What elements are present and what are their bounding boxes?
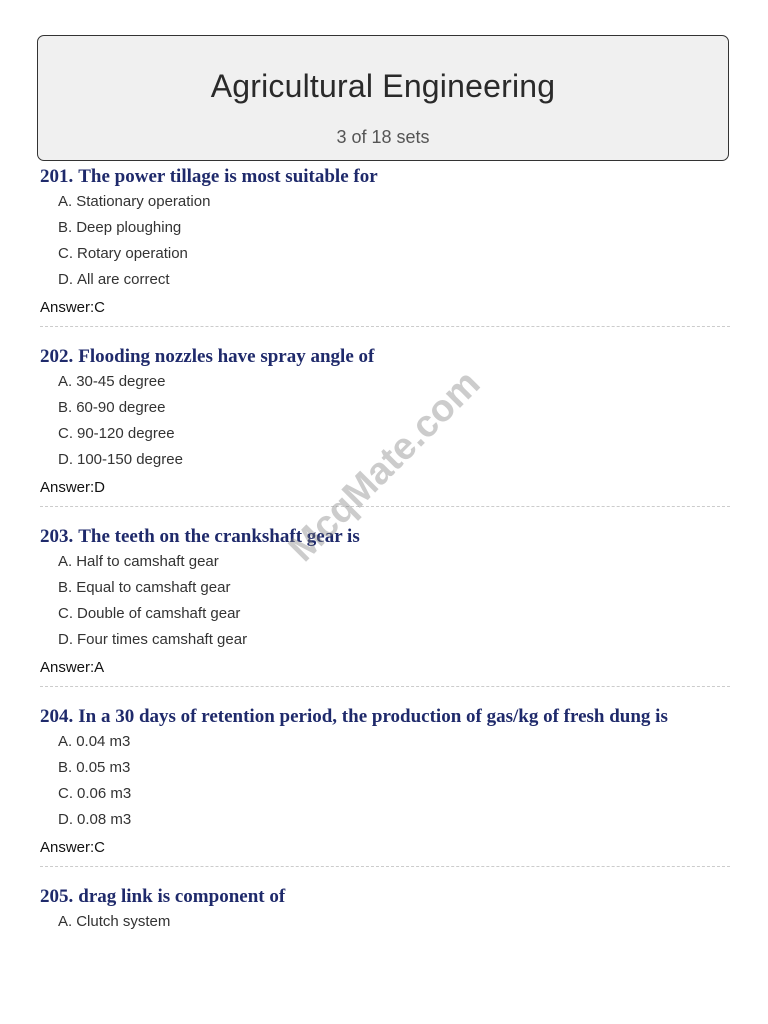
option-letter: C. (58, 785, 73, 802)
question-number: 203. (40, 526, 74, 547)
question-stem: drag link is component of (78, 886, 286, 907)
question-number: 204. (40, 706, 74, 727)
option-text: Half to camshaft gear (76, 553, 219, 570)
option-d (58, 450, 183, 470)
set-counter: 3 of 18 sets (336, 127, 430, 147)
option-c (58, 424, 175, 444)
question-stem: The teeth on the crankshaft gear is (78, 526, 360, 547)
option-text: 0.08 m3 (77, 811, 132, 828)
option-letter: A. (58, 193, 73, 210)
question-203 (40, 525, 730, 705)
option-c (58, 784, 131, 804)
answer-label: Answer:A (40, 659, 105, 676)
question-205 (40, 885, 730, 1024)
question-text (40, 345, 374, 369)
option-d (58, 630, 247, 650)
option-letter: D. (58, 451, 73, 468)
question-number: 201. (40, 166, 74, 187)
option-a (58, 732, 130, 752)
option-text: Stationary operation (76, 193, 211, 210)
answer-label: Answer:C (40, 839, 106, 856)
option-text: Deep ploughing (76, 219, 182, 236)
question-stem: Flooding nozzles have spray angle of (78, 346, 375, 367)
option-text: Clutch system (76, 913, 171, 930)
question-text (40, 885, 285, 909)
option-text: 30-45 degree (76, 373, 166, 390)
question-204 (40, 705, 730, 885)
option-letter: B. (58, 579, 73, 596)
option-text: 0.05 m3 (76, 759, 131, 776)
option-letter: C. (58, 245, 73, 262)
divider (40, 686, 730, 687)
option-text: Equal to camshaft gear (76, 579, 231, 596)
option-text: 0.06 m3 (77, 785, 132, 802)
option-letter: A. (58, 733, 73, 750)
question-text (40, 525, 360, 549)
question-number: 202. (40, 346, 74, 367)
option-d (58, 270, 170, 290)
option-letter: B. (58, 399, 73, 416)
question-text (40, 705, 668, 729)
option-letter: D. (58, 811, 73, 828)
option-letter: D. (58, 271, 73, 288)
page-title: Agricultural Engineering (210, 68, 556, 104)
option-b (58, 758, 130, 778)
divider (40, 506, 730, 507)
option-text: 60-90 degree (76, 399, 166, 416)
option-letter: A. (58, 913, 73, 930)
option-a (58, 912, 170, 932)
option-d (58, 810, 131, 830)
option-letter: C. (58, 425, 73, 442)
option-letter: D. (58, 631, 73, 648)
option-text: 100-150 degree (77, 451, 183, 468)
option-text: 90-120 degree (77, 425, 175, 442)
question-201 (40, 165, 730, 345)
option-letter: A. (58, 373, 73, 390)
question-number: 205. (40, 886, 74, 907)
question-stem: In a 30 days of retention period, the production of gas/kg of fresh dung is (78, 706, 668, 727)
option-b (58, 398, 165, 418)
answer-label: Answer:D (40, 479, 106, 496)
question-stem: The power tillage is most suitable for (78, 166, 378, 187)
option-a (58, 372, 165, 392)
option-b (58, 218, 181, 238)
divider (40, 866, 730, 867)
question-list (40, 165, 730, 1024)
option-letter: A. (58, 553, 73, 570)
option-letter: B. (58, 219, 73, 236)
question-202 (40, 345, 730, 525)
option-a (58, 552, 219, 572)
option-text: 0.04 m3 (76, 733, 131, 750)
option-a (58, 192, 210, 212)
option-c (58, 244, 188, 264)
question-text (40, 165, 378, 189)
divider (40, 326, 730, 327)
option-b (58, 578, 230, 598)
option-letter: C. (58, 605, 73, 622)
watermark: McqMate.com (280, 362, 489, 570)
option-letter: B. (58, 759, 73, 776)
option-c (58, 604, 240, 624)
option-text: Rotary operation (77, 245, 188, 262)
option-text: Double of camshaft gear (77, 605, 241, 622)
option-text: Four times camshaft gear (77, 631, 248, 648)
header-box (37, 35, 729, 161)
option-text: All are correct (77, 271, 170, 288)
answer-label: Answer:C (40, 299, 106, 316)
